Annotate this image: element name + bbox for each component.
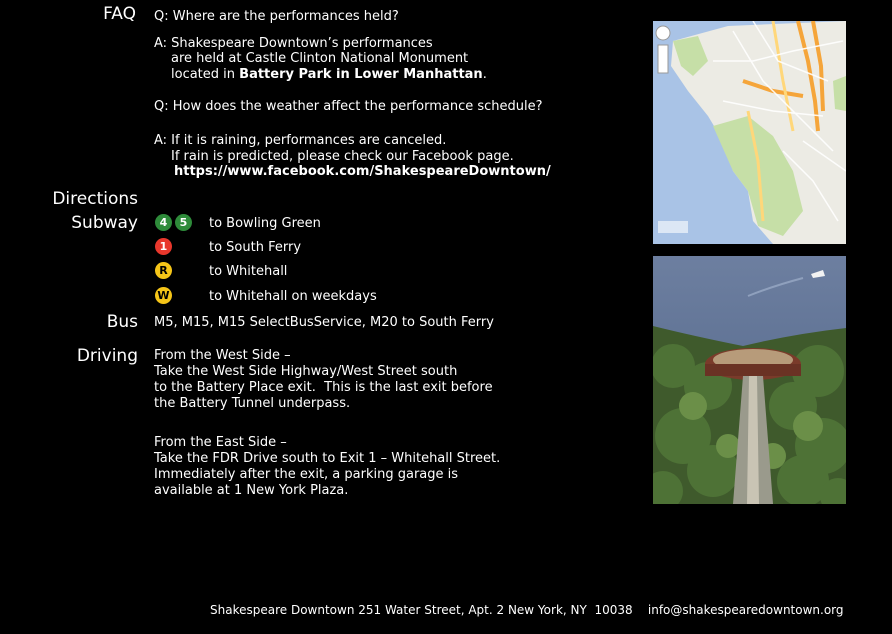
bus-routes: M5, M15, M15 SelectBusService, M20 to South Ferry [154,315,494,330]
driving-east-line: From the East Side – [154,435,287,450]
driving-west-line: From the West Side – [154,348,291,363]
castle-clinton-photo [653,256,846,504]
driving-west-line: the Battery Tunnel underpass. [154,396,351,411]
map-image[interactable] [653,21,846,244]
faq-question-1: Q: Where are the performances held? [154,9,399,24]
subway-r-icon: R [155,262,172,279]
footer-address: Shakespeare Downtown 251 Water Street, Apt. 2 New York, NY 10038 info@shakespearedowntown.org [210,603,844,617]
faq-answer-1-line-2: are held at Castle Clinton National Monument [171,51,469,66]
faq-answer-2-line-2: If rain is predicted, please check our Facebook page. [171,149,514,164]
faq-answer-2-line-1: A: If it is raining, performances are canceled. [154,133,447,148]
driving-east-line: Take the FDR Drive south to Exit 1 – Whitehall Street. [154,451,501,466]
subway-w-icon: W [155,287,172,304]
subway-5-icon: 5 [175,214,192,231]
faq-heading: FAQ [103,4,136,24]
subway-line-text: to South Ferry [209,240,302,255]
driving-east-line: Immediately after the exit, a parking garage is [154,467,459,482]
faq-location-bold: Battery Park in Lower Manhattan [239,67,483,82]
faq-question-2: Q: How does the weather affect the performance schedule? [154,99,543,114]
subway-line-text: to Whitehall on weekdays [209,289,377,304]
subway-1-icon: 1 [155,238,172,255]
map-graphic [653,21,846,244]
directions-heading: Directions [52,189,138,209]
driving-label: Driving [76,346,138,366]
driving-west-line: Take the West Side Highway/West Street south [154,364,458,379]
faq-answer-1-suffix: . [482,67,487,82]
subway-line-text: to Bowling Green [209,216,321,231]
faq-answer-1-line-1: A: Shakespeare Downtown’s performances [154,36,433,51]
facebook-link[interactable]: https://www.facebook.com/ShakespeareDowntown/ [174,164,551,179]
subway-label: Subway [71,213,138,233]
subway-line-text: to Whitehall [209,264,288,279]
subway-4-icon: 4 [155,214,172,231]
faq-answer-1-line-3 [171,66,487,84]
faq-answer-1-prefix: located in [171,67,240,82]
driving-east-line: available at 1 New York Plaza. [154,483,349,498]
bus-label: Bus [106,312,138,332]
driving-west-line: to the Battery Place exit. This is the last exit before [154,380,493,395]
photo-graphic [653,256,846,504]
